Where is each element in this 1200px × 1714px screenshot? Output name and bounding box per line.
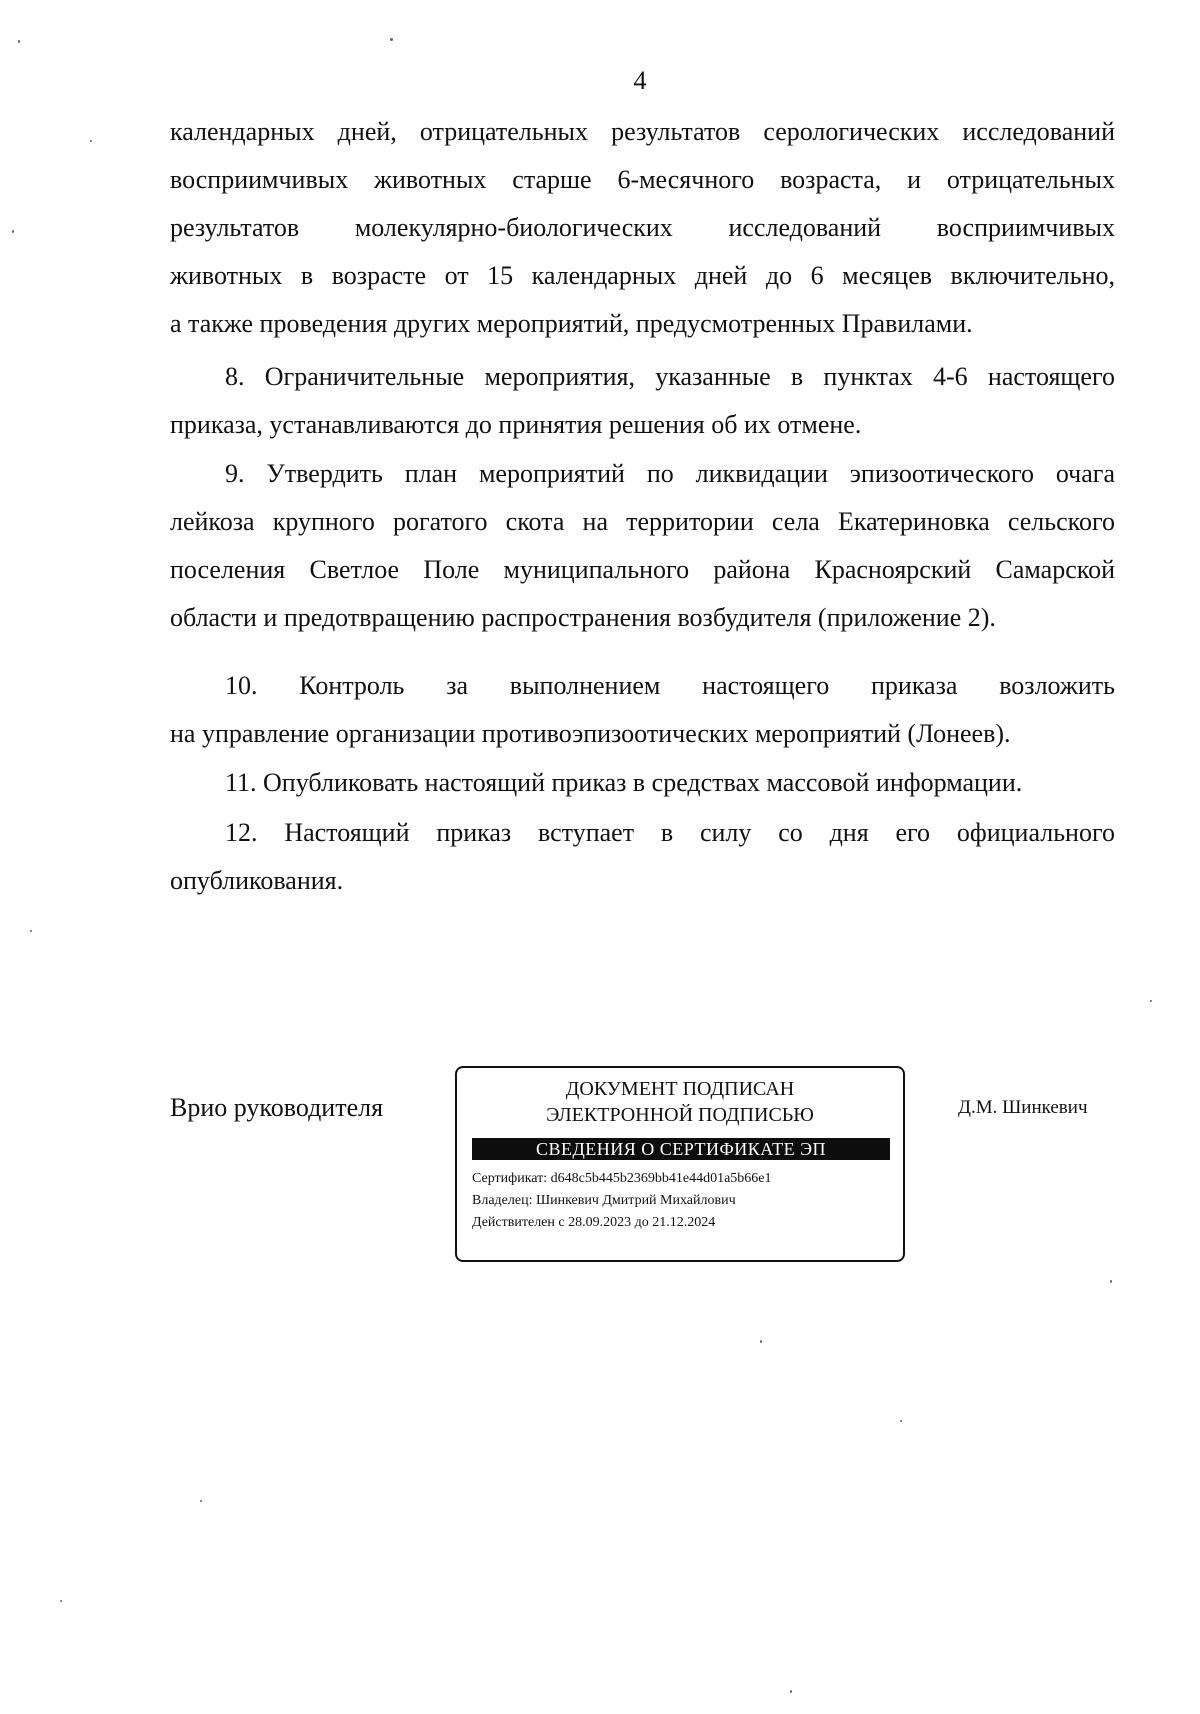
text-line: 9. Утвердить план мероприятий по ликвидации эпизоотического очага bbox=[225, 459, 1115, 488]
scan-speck bbox=[12, 230, 14, 233]
text-line: на управление организации противоэпизоотических мероприятий (Лонеев). bbox=[170, 719, 1011, 748]
text-line: области и предотвращению распространения возбудителя (приложение 2). bbox=[170, 603, 996, 632]
text-line: 8. Ограничительные мероприятия, указанные в пунктах 4-6 настоящего bbox=[225, 362, 1115, 391]
text-line: результатов молекулярно-биологических исследований восприимчивых bbox=[170, 213, 1115, 242]
paragraph-11 bbox=[170, 759, 1115, 807]
text-line: поселения Светлое Поле муниципального района Красноярский Самарской bbox=[170, 555, 1115, 584]
text-line: 11. Опубликовать настоящий приказ в средствах массовой информации. bbox=[225, 768, 1023, 797]
text-line: приказа, устанавливаются до принятия решения об их отмене. bbox=[170, 410, 862, 439]
text-line: 10. Контроль за выполнением настоящего приказа возложить bbox=[225, 671, 1115, 700]
signer-position: Врио руководителя bbox=[170, 1093, 384, 1122]
text-line: 12. Настоящий приказ вступает в силу со дня его официального bbox=[225, 818, 1115, 847]
paragraph-8 bbox=[170, 353, 1115, 449]
scan-speck bbox=[90, 140, 92, 142]
stamp-title bbox=[457, 1076, 903, 1128]
scan-speck bbox=[900, 1420, 902, 1422]
paragraph-12 bbox=[170, 809, 1115, 905]
scan-speck bbox=[1110, 1280, 1112, 1283]
certificate-details bbox=[472, 1168, 772, 1234]
certificate-id: Сертификат: d648c5b445b2369bb41e44d01a5b66e1 bbox=[472, 1171, 772, 1186]
scan-speck bbox=[1150, 1000, 1152, 1002]
stamp-title-line: ДОКУМЕНТ ПОДПИСАН bbox=[565, 1078, 795, 1100]
text-line: а также проведения других мероприятий, предусмотренных Правилами. bbox=[170, 309, 973, 338]
certificate-info-bar: СВЕДЕНИЯ О СЕРТИФИКАТЕ ЭП bbox=[472, 1138, 890, 1160]
e-signature-stamp bbox=[455, 1066, 905, 1262]
scan-speck bbox=[760, 1340, 762, 1343]
text-line: календарных дней, отрицательных результатов серологических исследований bbox=[170, 117, 1115, 146]
scan-speck bbox=[200, 1500, 202, 1502]
certificate-validity: Действителен с 28.09.2023 до 21.12.2024 bbox=[472, 1215, 716, 1230]
paragraph-9 bbox=[170, 450, 1115, 642]
paragraph-7-continued bbox=[170, 108, 1115, 348]
scan-speck bbox=[30, 930, 32, 932]
text-line: восприимчивых животных старше 6-месячного возраста, и отрицательных bbox=[170, 165, 1115, 194]
scan-speck bbox=[18, 40, 20, 43]
stamp-title-line: ЭЛЕКТРОННОЙ ПОДПИСЬЮ bbox=[546, 1104, 814, 1126]
page-number: 4 bbox=[633, 66, 647, 95]
scan-speck bbox=[390, 38, 393, 41]
text-line: животных в возрасте от 15 календарных дней до 6 месяцев включительно, bbox=[170, 261, 1115, 290]
paragraph-10 bbox=[170, 662, 1115, 758]
certificate-owner: Владелец: Шинкевич Дмитрий Михайлович bbox=[472, 1193, 736, 1208]
signer-name: Д.М. Шинкевич bbox=[958, 1097, 1088, 1118]
text-line: опубликования. bbox=[170, 866, 344, 895]
text-line: лейкоза крупного рогатого скота на территории села Екатериновка сельского bbox=[170, 507, 1115, 536]
scan-speck bbox=[60, 1600, 62, 1602]
scan-speck bbox=[790, 1690, 792, 1693]
